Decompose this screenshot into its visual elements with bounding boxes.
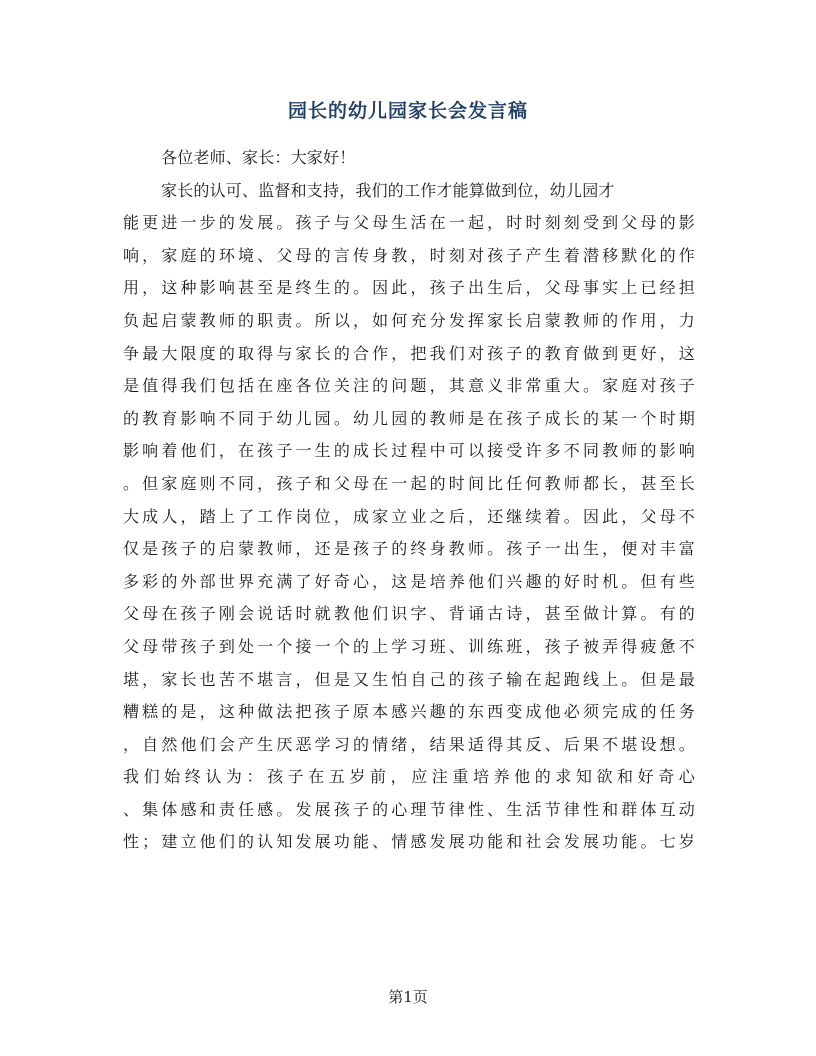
- paragraph-line: 多彩的外部世界充满了好奇心，这是培养他们兴趣的好时机。但有些: [123, 571, 695, 591]
- paragraph-line: 能更进一步的发展。孩子与父母生活在一起，时时刻刻受到父母的影: [123, 213, 695, 233]
- paragraph-line: 争最大限度的取得与家长的合作，把我们对孩子的教育做到更好，这: [123, 343, 695, 363]
- paragraph-line: 、集体感和责任感。发展孩子的心理节律性、生活节律性和群体互动: [123, 799, 695, 819]
- page-title: 园长的幼儿园家长会发言稿: [287, 100, 528, 122]
- document-body: [123, 142, 695, 859]
- paragraph-line: 负起启蒙教师的职责。所以，如何充分发挥家长启蒙教师的作用，力: [123, 310, 695, 330]
- paragraph-line: 父母在孩子刚会说话时就教他们识字、背诵古诗，甚至做计算。有的: [123, 604, 695, 624]
- paragraph-line: 糟糕的是，这种做法把孩子原本感兴趣的东西变成他必须完成的任务: [123, 702, 695, 722]
- paragraph-line: 用，这种影响甚至是终生的。因此，孩子出生后，父母事实上已经担: [123, 278, 695, 298]
- paragraph-line: 。但家庭则不同，孩子和父母在一起的时间比任何教师都长，甚至长: [123, 473, 695, 493]
- paragraph-line: 的教育影响不同于幼儿园。幼儿园的教师是在孩子成长的某一个时期: [123, 408, 695, 428]
- paragraph-line: 是值得我们包括在座各位关注的问题，其意义非常重大。家庭对孩子: [123, 376, 695, 396]
- paragraph-line: 堪，家长也苦不堪言，但是又生怕自己的孩子输在起跑线上。但是最: [123, 669, 695, 689]
- paragraph-line: 性；建立他们的认知发展功能、情感发展功能和社会发展功能。七岁: [123, 832, 695, 852]
- paragraph-line: 影响着他们，在孩子一生的成长过程中可以接受许多不同教师的影响: [123, 441, 695, 461]
- paragraph-line: 大成人，踏上了工作岗位，成家立业之后，还继续着。因此，父母不: [123, 506, 695, 526]
- paragraph-line: ，自然他们会产生厌恶学习的情绪，结果适得其反、后果不堪设想。: [123, 734, 695, 754]
- paragraph-line: 家长的认可、监督和支持，我们的工作才能算做到位，幼儿园才: [161, 180, 615, 200]
- paragraph-line: 我们始终认为：孩子在五岁前，应注重培养他的求知欲和好奇心: [123, 767, 695, 787]
- paragraph-line: 响，家庭的环境、父母的言传身教，时刻对孩子产生着潜移默化的作: [123, 245, 695, 265]
- page-number: 第1页: [388, 988, 428, 1006]
- paragraph-line: 仅是孩子的启蒙教师，还是孩子的终身教师。孩子一出生，便对丰富: [123, 539, 695, 559]
- paragraph-line: 父母带孩子到处一个接一个的上学习班、训练班，孩子被弄得疲惫不: [123, 636, 695, 656]
- greeting-line: 各位老师、家长：大家好！: [161, 148, 356, 167]
